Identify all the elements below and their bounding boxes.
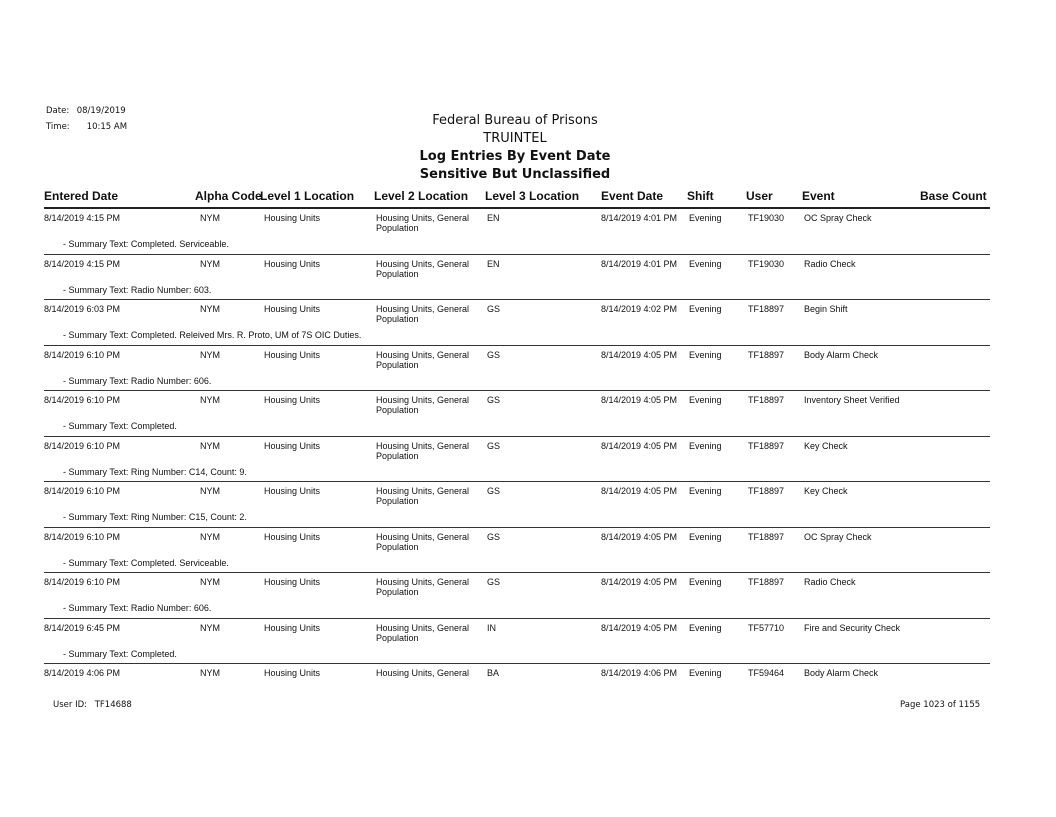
summary-text: - Summary Text: Radio Number: 603.: [63, 284, 212, 295]
entered-date: 8/14/2019 6:45 PM: [44, 622, 121, 633]
entered-date: 8/14/2019 6:10 PM: [44, 395, 121, 405]
entered-date: 8/14/2019 6:10 PM: [44, 486, 121, 496]
alpha-code: NYM: [200, 622, 220, 633]
level1-location: Housing Units: [264, 304, 321, 314]
shift: Evening: [689, 258, 722, 269]
alpha-code: NYM: [200, 577, 220, 587]
summary-text: - Summary Text: Radio Number: 606.: [63, 375, 212, 386]
user: TF59464: [748, 668, 785, 678]
level2-location: Housing Units, General Population: [376, 440, 470, 461]
level3-location: GS: [487, 531, 501, 542]
event: Begin Shift: [804, 304, 848, 314]
level2-location: Housing Units, General Population: [376, 577, 470, 597]
table-row: [44, 663, 990, 709]
table-row: [44, 390, 990, 436]
col-shift: Shift: [687, 189, 714, 203]
shift: Evening: [689, 213, 722, 223]
level3-location: IN: [487, 622, 496, 633]
alpha-code: NYM: [200, 668, 220, 678]
summary-text: - Summary Text: Completed. Serviceable.: [63, 557, 229, 568]
event-date: 8/14/2019 4:05 PM: [601, 531, 678, 542]
entered-date: 8/14/2019 4:15 PM: [44, 213, 121, 223]
col-user: User: [746, 189, 773, 203]
level1-location: Housing Units: [264, 577, 321, 587]
entered-date: 8/14/2019 6:10 PM: [44, 577, 121, 587]
event: Body Alarm Check: [804, 668, 879, 678]
event: Body Alarm Check: [804, 349, 879, 360]
footer-user: [53, 700, 132, 710]
table-header: [44, 189, 990, 209]
summary-text: - Summary Text: Completed. Releived Mrs. R. Proto, UM of 7S OIC Duties.: [63, 330, 362, 340]
event-date: 8/14/2019 4:05 PM: [601, 395, 678, 405]
shift: Evening: [689, 622, 722, 633]
shift: Evening: [689, 395, 722, 405]
user: TF18897: [748, 531, 785, 542]
level3-location: EN: [487, 258, 500, 269]
entered-date: 8/14/2019 4:15 PM: [44, 258, 121, 269]
level2-location: Housing Units, General Population: [376, 486, 470, 506]
event: Key Check: [804, 440, 848, 451]
event: OC Spray Check: [804, 213, 872, 223]
level3-location: BA: [487, 668, 500, 678]
alpha-code: NYM: [200, 440, 220, 451]
col-event-date: Event Date: [601, 189, 664, 203]
level1-location: Housing Units: [264, 395, 321, 405]
col-level1-location: Level 1 Location: [260, 189, 355, 203]
level2-location: Housing Units, General Population: [376, 531, 470, 552]
user: TF19030: [748, 213, 785, 223]
alpha-code: NYM: [200, 395, 220, 405]
table-row: [44, 572, 990, 618]
shift: Evening: [689, 668, 722, 678]
event-date: 8/14/2019 4:02 PM: [601, 304, 678, 314]
user: TF19030: [748, 258, 785, 269]
alpha-code: NYM: [200, 258, 220, 269]
event: OC Spray Check: [804, 531, 872, 542]
summary-text: - Summary Text: Ring Number: C15, Count: 2.: [63, 512, 247, 522]
level3-location: GS: [487, 304, 501, 314]
level3-location: GS: [487, 486, 501, 496]
level3-location: GS: [487, 349, 501, 360]
alpha-code: NYM: [200, 349, 220, 360]
col-level2-location: Level 2 Location: [374, 189, 469, 203]
event: Key Check: [804, 486, 848, 496]
alpha-code: NYM: [200, 486, 220, 496]
table-row: [44, 481, 990, 527]
level3-location: GS: [487, 577, 501, 587]
event-date: 8/14/2019 4:05 PM: [601, 440, 678, 451]
shift: Evening: [689, 486, 722, 496]
date-label: Date:: [46, 106, 70, 116]
event-date: 8/14/2019 4:06 PM: [601, 668, 678, 678]
user: TF18897: [748, 440, 785, 451]
log-entries: [44, 209, 990, 709]
summary-text: - Summary Text: Radio Number: 606.: [63, 603, 212, 613]
level1-location: Housing Units: [264, 622, 321, 633]
level2-location: Housing Units, General Population: [376, 258, 470, 279]
shift: Evening: [689, 349, 722, 360]
entered-date: 8/14/2019 6:03 PM: [44, 304, 121, 314]
table-row: [44, 436, 990, 482]
summary-text: - Summary Text: Completed.: [63, 648, 177, 659]
user: TF18897: [748, 395, 785, 405]
level1-location: Housing Units: [264, 486, 321, 496]
user: TF18897: [748, 486, 785, 496]
event-date: 8/14/2019 4:01 PM: [601, 213, 678, 223]
time-value: 10:15 AM: [86, 122, 128, 132]
table-row: [44, 527, 990, 573]
event: Radio Check: [804, 577, 856, 587]
user-id-value: TF14688: [94, 700, 132, 710]
table-row: [44, 209, 990, 254]
alpha-code: NYM: [200, 531, 220, 542]
table-row: [44, 299, 990, 345]
event: Inventory Sheet Verified: [804, 395, 900, 405]
col-alpha-code: Alpha Code: [195, 189, 262, 203]
entered-date: 8/14/2019 6:10 PM: [44, 349, 121, 360]
level3-location: EN: [487, 213, 500, 223]
user: TF18897: [748, 304, 785, 314]
user: TF57710: [748, 622, 785, 633]
event-date: 8/14/2019 4:05 PM: [601, 577, 678, 587]
level3-location: GS: [487, 395, 501, 405]
user-id-label: User ID:: [53, 700, 87, 710]
table-row: [44, 254, 990, 300]
level2-location: Housing Units, General: [376, 668, 470, 678]
summary-text: - Summary Text: Ring Number: C14, Count: 9.: [63, 466, 247, 477]
agency-title: Federal Bureau of Prisons: [432, 113, 598, 128]
system-title: TRUINTEL: [483, 131, 547, 146]
shift: Evening: [689, 440, 722, 451]
col-entered-date: Entered Date: [44, 189, 119, 203]
level2-location: Housing Units, General Population: [376, 304, 470, 324]
event-date: 8/14/2019 4:05 PM: [601, 486, 678, 496]
level1-location: Housing Units: [264, 349, 321, 360]
table-row: [44, 345, 990, 391]
user: TF18897: [748, 577, 785, 587]
level2-location: Housing Units, General Population: [376, 395, 470, 415]
level2-location: Housing Units, General Population: [376, 622, 470, 643]
user: TF18897: [748, 349, 785, 360]
level2-location: Housing Units, General Population: [376, 349, 470, 370]
date-value: 08/19/2019: [76, 106, 126, 116]
level1-location: Housing Units: [264, 531, 321, 542]
event: Radio Check: [804, 258, 856, 269]
page-number: Page 1023 of 1155: [900, 700, 981, 710]
entered-date: 8/14/2019 6:10 PM: [44, 531, 121, 542]
col-event: Event: [802, 189, 835, 203]
col-base-count: Base Count: [920, 189, 987, 203]
level1-location: Housing Units: [264, 440, 321, 451]
shift: Evening: [689, 531, 722, 542]
report-title: Log Entries By Event Date: [419, 149, 611, 164]
level3-location: GS: [487, 440, 501, 451]
entered-date: 8/14/2019 4:06 PM: [44, 668, 121, 678]
level1-location: Housing Units: [264, 258, 321, 269]
shift: Evening: [689, 304, 722, 314]
event: Fire and Security Check: [804, 622, 901, 633]
level1-location: Housing Units: [264, 213, 321, 223]
shift: Evening: [689, 577, 722, 587]
entered-date: 8/14/2019 6:10 PM: [44, 440, 121, 451]
level2-location: Housing Units, General Population: [376, 213, 470, 233]
table-row: [44, 618, 990, 664]
alpha-code: NYM: [200, 213, 220, 223]
col-level3-location: Level 3 Location: [485, 189, 580, 203]
alpha-code: NYM: [200, 304, 220, 314]
level1-location: Housing Units: [264, 668, 321, 678]
event-date: 8/14/2019 4:05 PM: [601, 349, 678, 360]
summary-text: - Summary Text: Completed. Serviceable.: [63, 239, 229, 249]
event-date: 8/14/2019 4:01 PM: [601, 258, 678, 269]
event-date: 8/14/2019 4:05 PM: [601, 622, 678, 633]
classification-title: Sensitive But Unclassified: [419, 167, 611, 182]
summary-text: - Summary Text: Completed.: [63, 421, 177, 431]
time-label: Time:: [46, 122, 70, 132]
